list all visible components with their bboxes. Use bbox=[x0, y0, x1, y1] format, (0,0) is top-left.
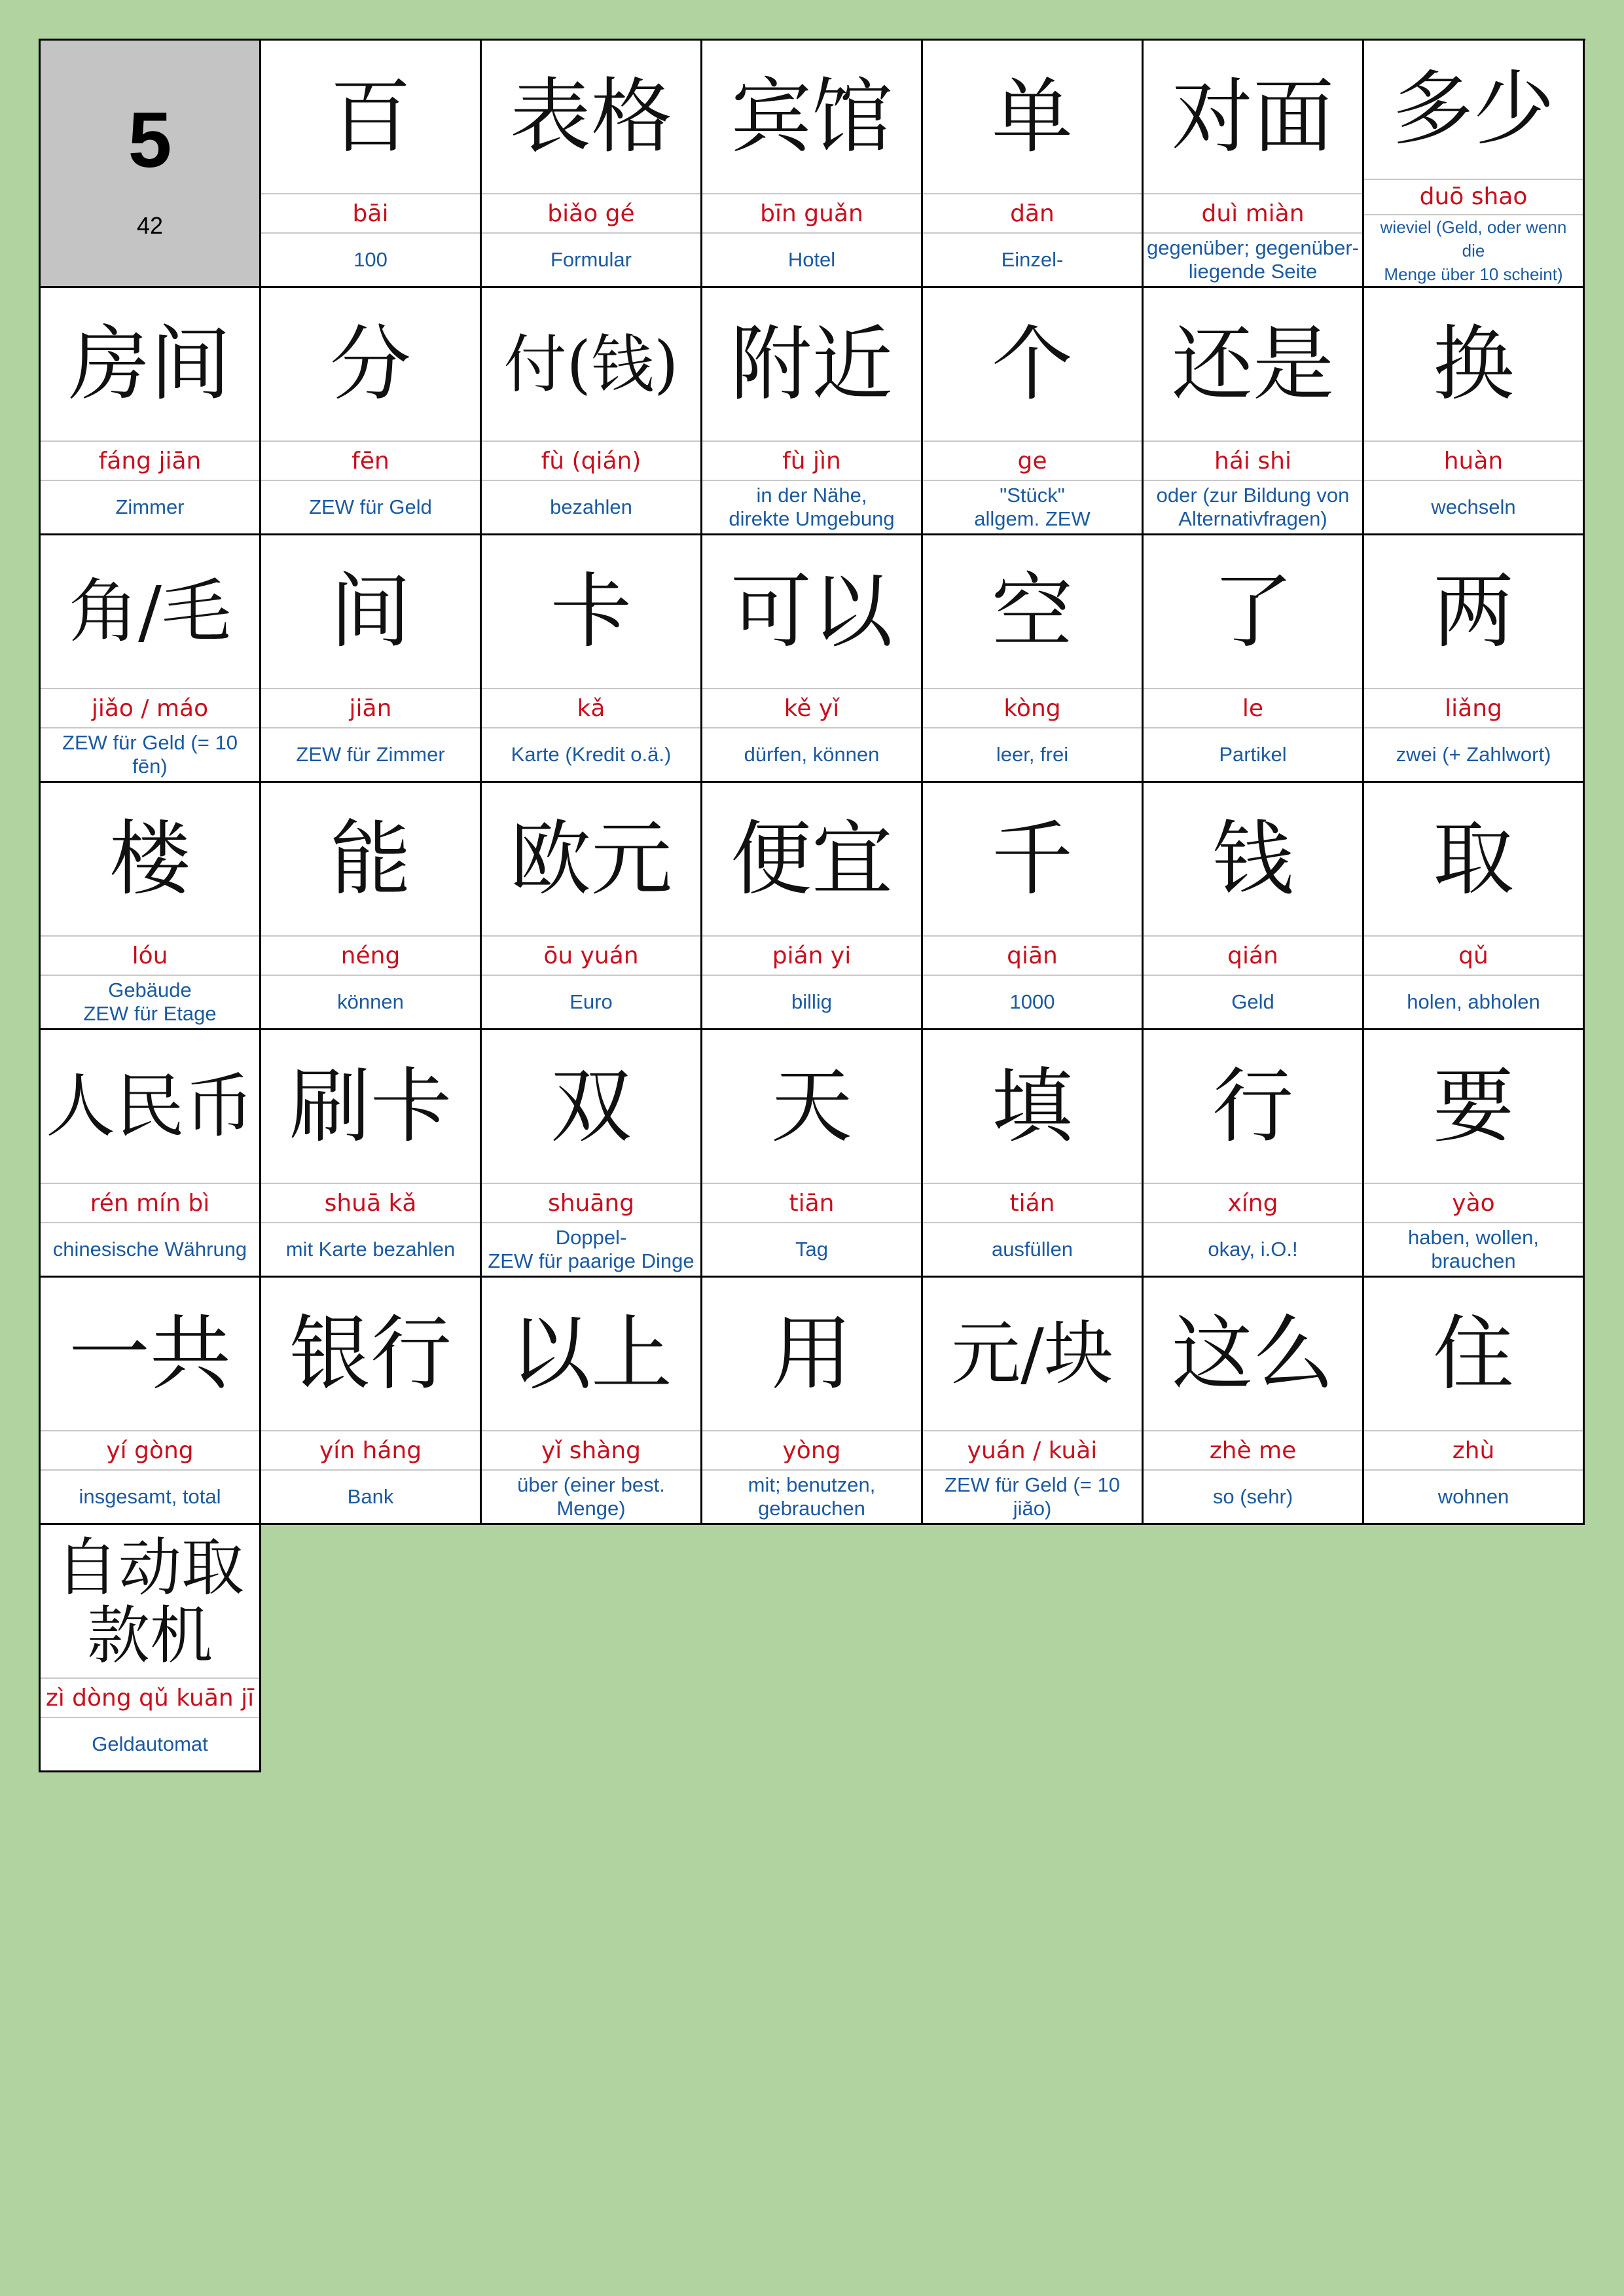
meaning-text: dürfen, können bbox=[744, 743, 880, 766]
pinyin-text: tián bbox=[923, 1184, 1142, 1223]
meaning-text: in der Nähe, direkte Umgebung bbox=[729, 484, 895, 530]
meaning-text: Doppel- ZEW für paarige Dinge bbox=[488, 1226, 695, 1272]
pinyin-text: bāi bbox=[261, 194, 480, 234]
vocab-card bbox=[702, 535, 923, 783]
pinyin-text: jiān bbox=[261, 689, 480, 728]
hanzi-text: 了 bbox=[1144, 535, 1362, 689]
hanzi-text: 换 bbox=[1364, 288, 1583, 442]
hanzi-text: 行 bbox=[1144, 1030, 1362, 1184]
hanzi-text: 表格 bbox=[482, 41, 700, 194]
hanzi-text: 付(钱) bbox=[482, 288, 700, 442]
hanzi-text: 人民币 bbox=[41, 1030, 259, 1184]
pinyin-text: le bbox=[1144, 689, 1362, 728]
hanzi-text: 楼 bbox=[41, 783, 259, 937]
word-count: 42 bbox=[136, 211, 164, 239]
pinyin-text: yuán / kuài bbox=[923, 1431, 1142, 1471]
hanzi-text: 元/块 bbox=[923, 1278, 1142, 1431]
hanzi-text: 千 bbox=[923, 783, 1142, 937]
hanzi-text: 要 bbox=[1364, 1030, 1583, 1184]
pinyin-text: xíng bbox=[1144, 1184, 1362, 1223]
vocab-card bbox=[1364, 783, 1585, 1030]
vocab-card bbox=[482, 1278, 702, 1525]
vocab-card bbox=[261, 1278, 482, 1525]
vocab-card bbox=[41, 1030, 261, 1278]
hanzi-text: 用 bbox=[702, 1278, 921, 1431]
hanzi-text: 宾馆 bbox=[702, 41, 921, 194]
pinyin-text: néng bbox=[261, 937, 480, 976]
vocab-card bbox=[1144, 288, 1364, 535]
pinyin-text: zì dòng qǔ kuān jī bbox=[41, 1679, 259, 1718]
pinyin-text: biǎo gé bbox=[482, 194, 700, 234]
pinyin-text: fēn bbox=[261, 442, 480, 481]
meaning-text: okay, i.O.! bbox=[1208, 1238, 1298, 1261]
vocab-card bbox=[923, 1030, 1144, 1278]
meaning-text: chinesische Währung bbox=[52, 1238, 247, 1261]
vocab-card bbox=[482, 1030, 702, 1278]
vocab-card bbox=[702, 41, 923, 288]
pinyin-text: yín háng bbox=[261, 1431, 480, 1471]
pinyin-text: jiǎo / máo bbox=[41, 689, 259, 728]
meaning-text: ZEW für Geld bbox=[309, 495, 432, 518]
vocab-card bbox=[702, 288, 923, 535]
meaning-text: ausfüllen bbox=[991, 1238, 1074, 1261]
meaning-text: Formular bbox=[550, 248, 632, 271]
vocab-card bbox=[923, 288, 1144, 535]
meaning-text: ZEW für Geld (= 10 fēn) bbox=[62, 731, 238, 778]
meaning-text: Tag bbox=[795, 1238, 828, 1261]
hanzi-text: 刷卡 bbox=[261, 1030, 480, 1184]
vocab-card bbox=[261, 288, 482, 535]
hanzi-text: 可以 bbox=[702, 535, 921, 689]
pinyin-text: kǎ bbox=[482, 689, 700, 728]
vocab-card bbox=[1144, 535, 1364, 783]
hanzi-text: 房间 bbox=[41, 288, 259, 442]
pinyin-text: kòng bbox=[923, 689, 1142, 728]
meaning-text: mit Karte bezahlen bbox=[285, 1238, 456, 1261]
lesson-header-cell bbox=[41, 41, 261, 288]
pinyin-text: ōu yuán bbox=[482, 937, 700, 976]
pinyin-text: qǔ bbox=[1364, 937, 1583, 976]
meaning-text: insgesamt, total bbox=[79, 1485, 221, 1508]
meaning-text: Einzel- bbox=[1001, 248, 1064, 271]
vocab-card bbox=[1364, 288, 1585, 535]
meaning-text: können bbox=[337, 990, 404, 1013]
hanzi-text: 便宜 bbox=[702, 783, 921, 937]
vocab-card bbox=[41, 1525, 261, 1772]
pinyin-text: qián bbox=[1144, 937, 1362, 976]
hanzi-text: 附近 bbox=[702, 288, 921, 442]
pinyin-text: qiān bbox=[923, 937, 1142, 976]
meaning-text: oder (zur Bildung von Alternativfragen) bbox=[1156, 484, 1350, 530]
vocab-card bbox=[482, 288, 702, 535]
vocab-card bbox=[702, 1030, 923, 1278]
pinyin-text: duō shao bbox=[1364, 180, 1583, 215]
hanzi-text: 还是 bbox=[1144, 288, 1362, 442]
vocab-card bbox=[482, 41, 702, 288]
meaning-text: 1000 bbox=[1009, 990, 1055, 1013]
vocab-card bbox=[41, 1278, 261, 1525]
meaning-text: Zimmer bbox=[115, 495, 185, 518]
pinyin-text: yào bbox=[1364, 1184, 1583, 1223]
pinyin-text: fù jìn bbox=[702, 442, 921, 481]
hanzi-text: 填 bbox=[923, 1030, 1142, 1184]
meaning-text: Karte (Kredit o.ä.) bbox=[511, 743, 672, 766]
meaning-text: wieviel (Geld, oder wenn die Menge über 10 scheint) bbox=[1380, 217, 1567, 284]
vocab-card bbox=[482, 535, 702, 783]
pinyin-text: kě yǐ bbox=[702, 689, 921, 728]
vocab-card bbox=[41, 288, 261, 535]
pinyin-text: zhù bbox=[1364, 1431, 1583, 1471]
vocab-card bbox=[923, 535, 1144, 783]
pinyin-text: yǐ shàng bbox=[482, 1431, 700, 1471]
meaning-text: wohnen bbox=[1437, 1485, 1509, 1508]
vocab-card bbox=[1364, 41, 1585, 288]
vocab-card bbox=[1364, 1030, 1585, 1278]
pinyin-text: fáng jiān bbox=[41, 442, 259, 481]
hanzi-text: 多少 bbox=[1364, 41, 1583, 180]
meaning-text: so (sehr) bbox=[1212, 1485, 1293, 1508]
meaning-text: billig bbox=[791, 990, 833, 1013]
vocab-card bbox=[482, 783, 702, 1030]
meaning-text: holen, abholen bbox=[1407, 990, 1540, 1013]
hanzi-text: 一共 bbox=[41, 1278, 259, 1431]
vocab-card bbox=[261, 1030, 482, 1278]
hanzi-text: 两 bbox=[1364, 535, 1583, 689]
hanzi-text: 能 bbox=[261, 783, 480, 937]
lesson-number: 5 bbox=[128, 96, 172, 184]
meaning-text: wechseln bbox=[1431, 495, 1516, 518]
hanzi-text: 角/毛 bbox=[41, 535, 259, 689]
meaning-text: mit; benutzen, gebrauchen bbox=[748, 1473, 876, 1520]
meaning-text: bezahlen bbox=[550, 495, 632, 518]
meaning-text: ZEW für Geld (= 10 jiǎo) bbox=[945, 1473, 1120, 1520]
vocab-card bbox=[1144, 1030, 1364, 1278]
hanzi-text: 空 bbox=[923, 535, 1142, 689]
vocab-card bbox=[702, 783, 923, 1030]
vocab-card bbox=[1364, 1278, 1585, 1525]
pinyin-text: huàn bbox=[1364, 442, 1583, 481]
pinyin-text: zhè me bbox=[1144, 1431, 1362, 1471]
pinyin-text: rén mín bì bbox=[41, 1184, 259, 1223]
meaning-text: Gebäude ZEW für Etage bbox=[83, 978, 217, 1025]
hanzi-text: 间 bbox=[261, 535, 480, 689]
meaning-text: Bank bbox=[347, 1485, 394, 1508]
pinyin-text: fù (qián) bbox=[482, 442, 700, 481]
pinyin-text: ge bbox=[923, 442, 1142, 481]
pinyin-text: tiān bbox=[702, 1184, 921, 1223]
meaning-text: gegenüber; gegenüber- liegende Seite bbox=[1146, 236, 1360, 283]
hanzi-text: 住 bbox=[1364, 1278, 1583, 1431]
vocab-card bbox=[41, 535, 261, 783]
vocab-card bbox=[41, 783, 261, 1030]
meaning-text: leer, frei bbox=[996, 743, 1069, 766]
hanzi-text: 卡 bbox=[482, 535, 700, 689]
vocab-card bbox=[1144, 783, 1364, 1030]
meaning-text: "Stück" allgem. ZEW bbox=[974, 484, 1091, 530]
meaning-text: Geldautomat bbox=[92, 1732, 208, 1755]
vocab-card bbox=[923, 41, 1144, 288]
hanzi-text: 个 bbox=[923, 288, 1142, 442]
hanzi-text: 百 bbox=[261, 41, 480, 194]
hanzi-text: 自动取款机 bbox=[41, 1525, 259, 1679]
vocab-card bbox=[923, 1278, 1144, 1525]
meaning-text: 100 bbox=[353, 248, 388, 271]
hanzi-text: 钱 bbox=[1144, 783, 1362, 937]
vocab-card bbox=[1144, 1278, 1364, 1525]
hanzi-text: 对面 bbox=[1144, 41, 1362, 194]
meaning-text: haben, wollen, brauchen bbox=[1408, 1226, 1539, 1272]
vocab-card bbox=[261, 783, 482, 1030]
pinyin-text: shuā kǎ bbox=[261, 1184, 480, 1223]
hanzi-text: 银行 bbox=[261, 1278, 480, 1431]
pinyin-text: hái shi bbox=[1144, 442, 1362, 481]
vocabulary-grid bbox=[39, 39, 1585, 1772]
hanzi-text: 这么 bbox=[1144, 1278, 1362, 1431]
pinyin-text: bīn guǎn bbox=[702, 194, 921, 234]
hanzi-text: 欧元 bbox=[482, 783, 700, 937]
meaning-text: Geld bbox=[1231, 990, 1274, 1013]
hanzi-text: 取 bbox=[1364, 783, 1583, 937]
vocab-card bbox=[261, 41, 482, 288]
pinyin-text: lóu bbox=[41, 937, 259, 976]
hanzi-text: 单 bbox=[923, 41, 1142, 194]
pinyin-text: shuāng bbox=[482, 1184, 700, 1223]
vocab-card bbox=[1144, 41, 1364, 288]
pinyin-text: dān bbox=[923, 194, 1142, 234]
hanzi-text: 以上 bbox=[482, 1278, 700, 1431]
pinyin-text: yòng bbox=[702, 1431, 921, 1471]
vocab-card bbox=[923, 783, 1144, 1030]
meaning-text: über (einer best. Menge) bbox=[517, 1473, 665, 1520]
pinyin-text: pián yi bbox=[702, 937, 921, 976]
meaning-text: Euro bbox=[569, 990, 613, 1013]
meaning-text: Hotel bbox=[787, 248, 836, 271]
vocab-card bbox=[261, 535, 482, 783]
pinyin-text: yí gòng bbox=[41, 1431, 259, 1471]
meaning-text: ZEW für Zimmer bbox=[296, 743, 445, 766]
pinyin-text: liǎng bbox=[1364, 689, 1583, 728]
meaning-text: zwei (+ Zahlwort) bbox=[1396, 743, 1551, 766]
hanzi-text: 分 bbox=[261, 288, 480, 442]
hanzi-text: 双 bbox=[482, 1030, 700, 1184]
pinyin-text: duì miàn bbox=[1144, 194, 1362, 234]
vocab-card bbox=[1364, 535, 1585, 783]
vocab-card bbox=[702, 1278, 923, 1525]
meaning-text: Partikel bbox=[1219, 743, 1287, 766]
hanzi-text: 天 bbox=[702, 1030, 921, 1184]
